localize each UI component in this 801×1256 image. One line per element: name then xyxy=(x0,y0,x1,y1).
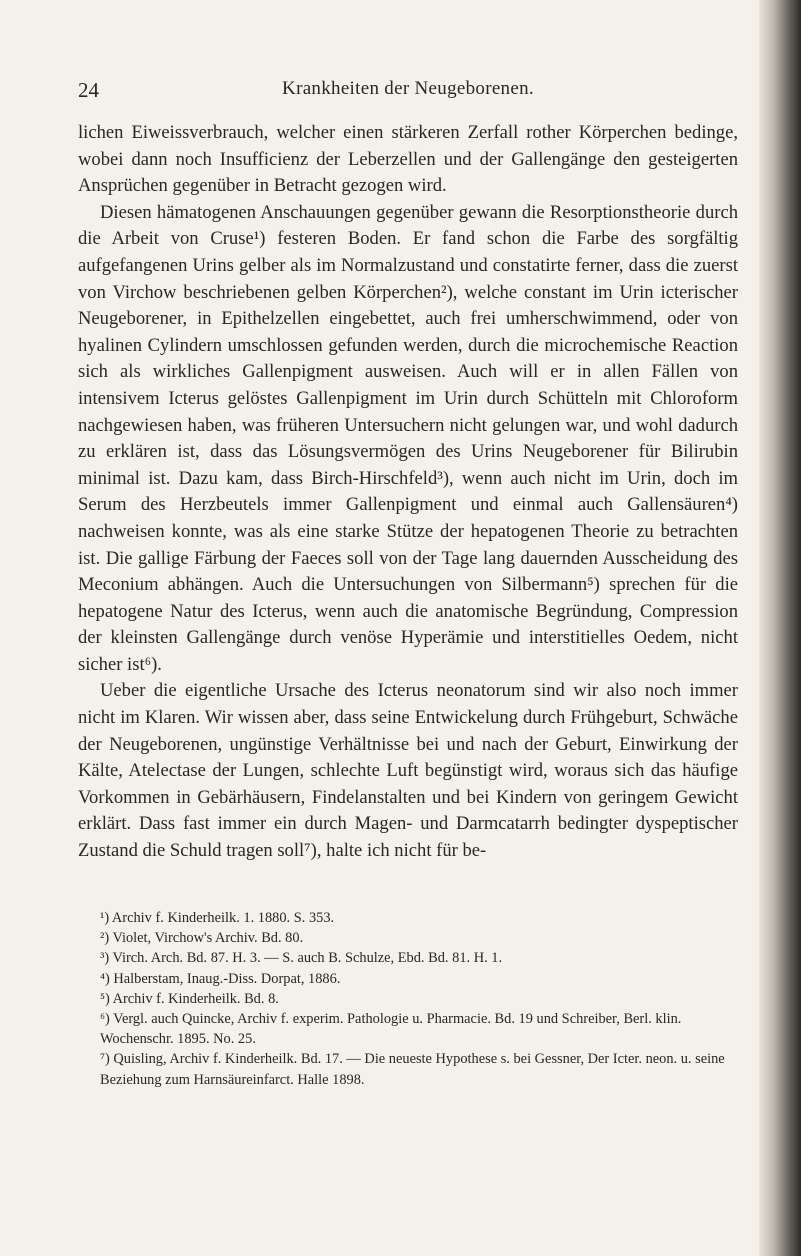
page-header xyxy=(78,78,738,106)
footnote-6: ⁶) Vergl. auch Quincke, Archiv f. experim. Pathologie u. Pharmacie. Bd. 19 und Schreiber, Berl. klin. Wochenschr. 1895. No. 25. xyxy=(100,1011,682,1048)
footnote-5: ⁵) Archiv f. Kinderheilk. Bd. 8. xyxy=(100,990,279,1007)
page-number: 24 xyxy=(78,78,99,102)
footnote-3: ³) Virch. Arch. Bd. 87. H. 3. — S. auch B. Schulze, Ebd. Bd. 81. H. 1. xyxy=(100,950,503,967)
footnote-4: ⁴) Halberstam, Inaug.-Diss. Dorpat, 1886. xyxy=(100,970,341,987)
paragraph-3: Ueber die eigentliche Ursache des Icterus neonatorum sind wir also noch immer nicht im Klaren. Wir wissen aber, dass seine Entwickelung durch Frühgeburt, Schwäche der Neugeborenen, ungünstige Verhältnisse bei und nach der Geburt, Einwirkung der Kälte, Atelectase der Lungen, schlechte Luft begünstigt wird, woraus sich das häufige Vorkommen in Gebärhäusern, Findelanstalten und bei Kindern von geringem Gewicht erklärt. Dass fast immer ein durch Magen- und Darmcatarrh bedingter dyspeptischer Zustand die Schuld tragen soll⁷), halte ich nicht für be- xyxy=(78,680,738,862)
footnote-7: ⁷) Quisling, Archiv f. Kinderheilk. Bd. 17. — Die neueste Hypothese s. bei Gessner, Der Icter. neon. u. seine Beziehung zum Harnsäureinfarct. Halle 1898. xyxy=(100,1051,725,1088)
page-binding-edge xyxy=(759,0,801,1256)
main-text xyxy=(78,120,738,865)
footnote-1: ¹) Archiv f. Kinderheilk. 1. 1880. S. 353. xyxy=(100,910,335,926)
running-title: Krankheiten der Neugeborenen. xyxy=(282,78,534,99)
footnote-2: ²) Violet, Virchow's Archiv. Bd. 80. xyxy=(100,930,304,947)
paragraph-1: lichen Eiweissverbrauch, welcher einen stärkeren Zerfall rother Körperchen bedinge, wobei dann noch Insufficienz der Leberzellen und der Gallengänge den gesteigerten Ansprüchen gegenüber in Betracht gezogen wird. xyxy=(78,122,738,197)
paragraph-2: Diesen hämatogenen Anschauungen gegenüber gewann die Resorptionstheorie durch die Arbeit von Cruse¹) festeren Boden. Er fand schon die Farbe des sorgfältig aufgefangenen Urins gelber als im Normalzustand und constatirte ferner, dass die zuerst von Virchow beschriebenen gelben Körperchen²), welche constant im Urin icterischer Neugeborener, in Epithelzellen eingebettet, auch frei umherschwimmend, oder von hyalinen Cylindern umschlossen gefunden werden, durch die microchemische Reaction sich als wirkliches Gallenpigment ausweisen. Auch will er in allen Fällen von intensivem Icterus gelöstes Gallenpigment im Urin durch Schütteln mit Chloroform nachgewiesen haben, was früheren Untersuchern nicht gelungen war, und wohl dadurch zu erklären ist, dass das Lösungsvermögen des Urins Neugeborener für Bilirubin minimal ist. Dazu kam, dass Birch-Hirschfeld³), wenn auch nicht im Urin, doch im Serum des Herzbeutels immer Gallenpigment und einmal auch Gallensäuren⁴) nachweisen konnte, was als eine starke Stütze der hepatogenen Theorie zu betrachten ist. Die gallige Färbung der Faeces soll von der Tage lang dauernden Ausscheidung des Meconium abhängen. Auch die Untersuchungen von Silbermann⁵) sprechen für die hepatogene Natur des Icterus, wenn auch die anatomische Begründung, Compression der kleinsten Gallengänge durch venöse Hyperämie und interstitielles Oedem, nicht sicher ist⁶). xyxy=(78,201,738,675)
footnotes xyxy=(78,908,738,1090)
